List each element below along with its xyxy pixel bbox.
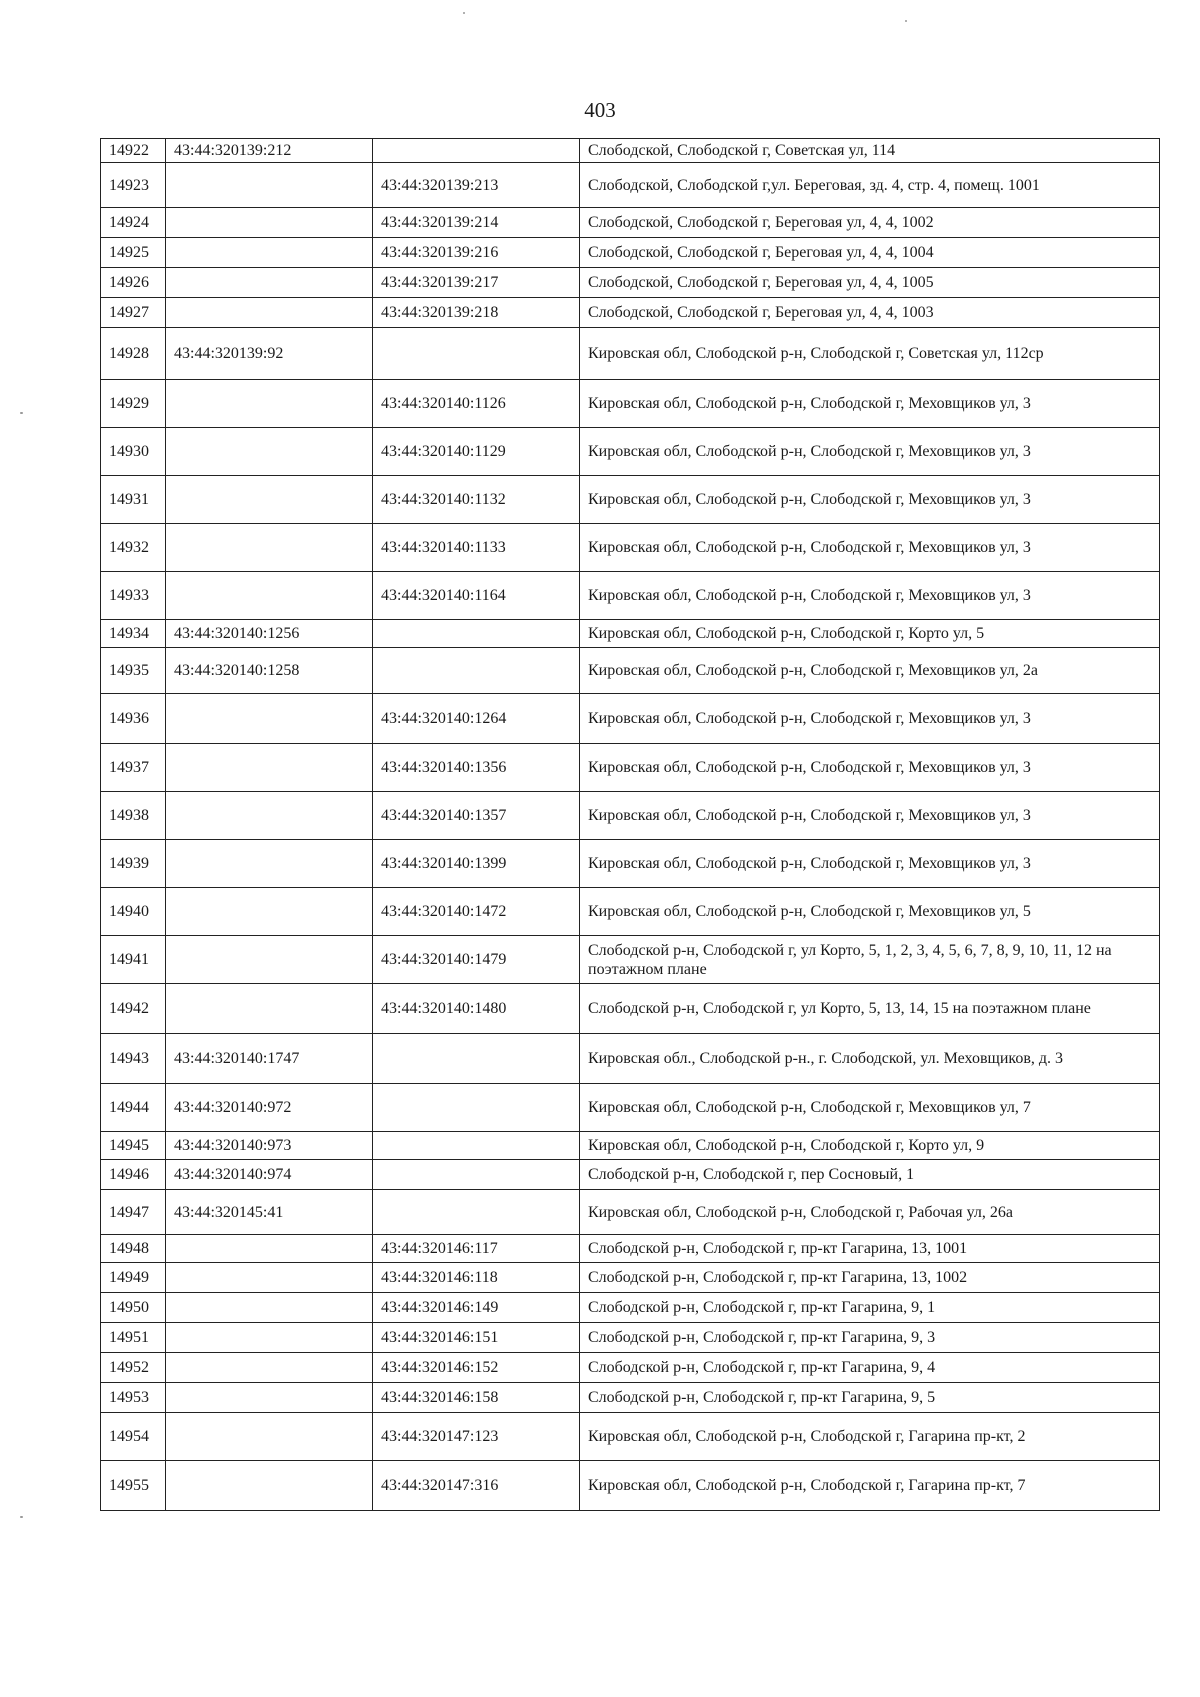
cadastral-number-primary-cell — [166, 1034, 373, 1084]
cadastral-number-secondary-cell — [373, 163, 580, 208]
address: Кировская обл, Слободской р-н, Слободской г, Меховщиков ул, 3 — [588, 395, 1031, 412]
row-number: 14948 — [109, 1240, 149, 1257]
table-row — [101, 620, 1160, 648]
address-cell — [580, 139, 1160, 163]
row-number: 14930 — [109, 443, 149, 460]
address: Кировская обл, Слободской р-н, Слободской г, Меховщиков ул, 3 — [588, 491, 1031, 508]
cadastral-number-primary-cell — [166, 139, 373, 163]
cadastral-number-primary-cell — [166, 428, 373, 476]
cadastral-number-primary-cell — [166, 1132, 373, 1160]
cadastral-number-primary-cell — [166, 298, 373, 328]
address: Слободской р-н, Слободской г, пр-кт Гагарина, 9, 4 — [588, 1359, 936, 1376]
row-number-cell — [101, 984, 166, 1034]
table-row — [101, 648, 1160, 694]
table-row — [101, 1084, 1160, 1132]
cadastral-number-primary-cell — [166, 648, 373, 694]
row-number: 14933 — [109, 587, 149, 604]
address-cell — [580, 524, 1160, 572]
row-number-cell — [101, 1160, 166, 1190]
address: Кировская обл, Слободской р-н, Слободской г, Меховщиков ул, 3 — [588, 443, 1031, 460]
address-cell — [580, 1413, 1160, 1461]
address: Слободской р-н, Слободской г, ул Корто, 5, 13, 14, 15 на поэтажном плане — [588, 1000, 1091, 1017]
row-number-cell — [101, 476, 166, 524]
cadastral-number-secondary: 43:44:320140:1126 — [381, 395, 506, 412]
cadastral-number-secondary: 43:44:320146:151 — [381, 1329, 499, 1346]
table-row — [101, 238, 1160, 268]
address: Кировская обл., Слободской р-н., г. Слободской, ул. Меховщиков, д. 3 — [588, 1050, 1064, 1067]
row-number: 14947 — [109, 1203, 149, 1221]
row-number-cell — [101, 1293, 166, 1323]
table-row — [101, 208, 1160, 238]
cadastral-number-secondary: 43:44:320139:216 — [381, 244, 499, 261]
address-cell — [580, 984, 1160, 1034]
address-cell — [580, 1190, 1160, 1235]
row-number: 14932 — [109, 539, 149, 556]
address: Кировская обл, Слободской р-н, Слободской г, Меховщиков ул, 3 — [588, 807, 1031, 824]
cadastral-number-primary-cell — [166, 984, 373, 1034]
cadastral-number-secondary-cell — [373, 1084, 580, 1132]
cadastral-number-secondary-cell — [373, 1263, 580, 1293]
row-number: 14936 — [109, 710, 149, 727]
row-number: 14926 — [109, 274, 149, 291]
cadastral-number-primary-cell — [166, 744, 373, 792]
cadastral-number-secondary: 43:44:320139:214 — [381, 214, 499, 231]
row-number-cell — [101, 1353, 166, 1383]
address-cell — [580, 888, 1160, 936]
row-number: 14942 — [109, 1000, 149, 1017]
cadastral-number-secondary-cell — [373, 139, 580, 163]
address-cell — [580, 1323, 1160, 1353]
row-number: 14954 — [109, 1428, 149, 1445]
address: Кировская обл, Слободской р-н, Слободской г, Меховщиков ул, 2а — [588, 662, 1038, 679]
address-cell — [580, 744, 1160, 792]
cadastral-number-secondary: 43:44:320146:152 — [381, 1359, 499, 1376]
row-number: 14925 — [109, 244, 149, 261]
registry-table — [100, 138, 1160, 1511]
table-row — [101, 1034, 1160, 1084]
table-row — [101, 984, 1160, 1034]
cadastral-number-primary-cell — [166, 380, 373, 428]
address-cell — [580, 1461, 1160, 1511]
address-cell — [580, 298, 1160, 328]
cadastral-number-primary: 43:44:320145:41 — [174, 1203, 284, 1221]
cadastral-number-secondary: 43:44:320140:1264 — [381, 710, 507, 727]
address: Слободской р-н, Слободской г, пр-кт Гагарина, 13, 1001 — [588, 1240, 968, 1257]
cadastral-number-primary: 43:44:320139:92 — [174, 345, 284, 362]
cadastral-number-secondary: 43:44:320140:1164 — [381, 587, 506, 604]
row-number-cell — [101, 1235, 166, 1263]
address-cell — [580, 328, 1160, 380]
address: Слободской р-н, Слободской г, пр-кт Гагарина, 13, 1002 — [588, 1269, 968, 1286]
cadastral-number-primary: 43:44:320140:972 — [174, 1099, 292, 1116]
table-row — [101, 1235, 1160, 1263]
cadastral-number-primary-cell — [166, 1383, 373, 1413]
address-cell — [580, 936, 1160, 984]
address: Слободской р-н, Слободской г, пер Сосновый, 1 — [588, 1166, 915, 1183]
scan-artifact — [463, 12, 465, 14]
cadastral-number-primary-cell — [166, 936, 373, 984]
cadastral-number-secondary: 43:44:320140:1356 — [381, 759, 507, 776]
row-number-cell — [101, 328, 166, 380]
table-row — [101, 572, 1160, 620]
cadastral-number-primary-cell — [166, 792, 373, 840]
row-number-cell — [101, 936, 166, 984]
page-number: 403 — [584, 98, 616, 122]
address: Кировская обл, Слободской р-н, Слободской г, Корто ул, 9 — [588, 1137, 985, 1154]
address: Слободской, Слободской г, Береговая ул, 4, 4, 1005 — [588, 274, 934, 291]
row-number: 14952 — [109, 1359, 149, 1376]
table-row — [101, 1461, 1160, 1511]
row-number-cell — [101, 888, 166, 936]
table-row — [101, 163, 1160, 208]
address: Кировская обл, Слободской р-н, Слободской г, Меховщиков ул, 3 — [588, 759, 1031, 776]
table-row — [101, 1190, 1160, 1235]
address: Кировская обл, Слободской р-н, Слободской г, Меховщиков ул, 3 — [588, 587, 1031, 604]
address: Слободской, Слободской г, Советская ул, 114 — [588, 142, 896, 159]
row-number: 14939 — [109, 855, 149, 872]
table-row — [101, 1263, 1160, 1293]
table-row — [101, 428, 1160, 476]
cadastral-number-secondary: 43:44:320146:158 — [381, 1389, 499, 1406]
cadastral-number-primary-cell — [166, 888, 373, 936]
cadastral-number-secondary-cell — [373, 984, 580, 1034]
address: Кировская обл, Слободской р-н, Слободской г, Меховщиков ул, 3 — [588, 710, 1031, 727]
row-number: 14923 — [109, 176, 149, 194]
address-cell — [580, 694, 1160, 744]
cadastral-number-secondary-cell — [373, 936, 580, 984]
row-number: 14938 — [109, 807, 149, 824]
table-row — [101, 268, 1160, 298]
table-row — [101, 1132, 1160, 1160]
cadastral-number-primary-cell — [166, 328, 373, 380]
cadastral-number-secondary-cell — [373, 1034, 580, 1084]
row-number: 14951 — [109, 1329, 149, 1346]
cadastral-number-secondary: 43:44:320139:217 — [381, 274, 499, 291]
row-number-cell — [101, 1034, 166, 1084]
address-cell — [580, 476, 1160, 524]
scan-artifact — [905, 20, 907, 22]
cadastral-number-primary: 43:44:320140:1747 — [174, 1050, 300, 1067]
cadastral-number-secondary-cell — [373, 1413, 580, 1461]
registry-body — [101, 139, 1160, 1511]
table-row — [101, 139, 1160, 163]
address-cell — [580, 268, 1160, 298]
cadastral-number-primary-cell — [166, 1413, 373, 1461]
cadastral-number-primary-cell — [166, 268, 373, 298]
address: Слободской, Слободской г, Береговая ул, 4, 4, 1004 — [588, 244, 934, 261]
cadastral-number-secondary: 43:44:320146:118 — [381, 1269, 498, 1286]
address-cell — [580, 163, 1160, 208]
row-number: 14944 — [109, 1099, 149, 1116]
cadastral-number-secondary-cell — [373, 572, 580, 620]
table-row — [101, 888, 1160, 936]
row-number: 14940 — [109, 903, 149, 920]
row-number: 14934 — [109, 625, 149, 642]
table-row — [101, 840, 1160, 888]
row-number: 14943 — [109, 1050, 149, 1067]
cadastral-number-secondary-cell — [373, 328, 580, 380]
cadastral-number-secondary: 43:44:320140:1480 — [381, 1000, 507, 1017]
row-number-cell — [101, 298, 166, 328]
address: Кировская обл, Слободской р-н, Слободской г, Корто ул, 5 — [588, 625, 985, 642]
cadastral-number-secondary-cell — [373, 1383, 580, 1413]
table-row — [101, 1160, 1160, 1190]
cadastral-number-secondary: 43:44:320140:1472 — [381, 903, 507, 920]
cadastral-number-secondary-cell — [373, 1323, 580, 1353]
cadastral-number-secondary-cell — [373, 648, 580, 694]
row-number: 14931 — [109, 491, 149, 508]
cadastral-number-primary-cell — [166, 1323, 373, 1353]
table-row — [101, 744, 1160, 792]
address: Слободской р-н, Слободской г, пр-кт Гагарина, 9, 5 — [588, 1389, 936, 1406]
row-number: 14928 — [109, 345, 149, 362]
cadastral-number-secondary-cell — [373, 268, 580, 298]
row-number: 14935 — [109, 662, 149, 679]
row-number-cell — [101, 1413, 166, 1461]
row-number-cell — [101, 428, 166, 476]
row-number: 14955 — [109, 1477, 149, 1494]
address-cell — [580, 572, 1160, 620]
address-cell — [580, 648, 1160, 694]
row-number-cell — [101, 1263, 166, 1293]
cadastral-number-primary-cell — [166, 1235, 373, 1263]
address-cell — [580, 1084, 1160, 1132]
table-row — [101, 476, 1160, 524]
row-number-cell — [101, 268, 166, 298]
cadastral-number-secondary: 43:44:320146:117 — [381, 1240, 498, 1257]
address: Кировская обл, Слободской р-н, Слободской г, Меховщиков ул, 3 — [588, 539, 1031, 556]
cadastral-number-primary-cell — [166, 1190, 373, 1235]
address: Слободской р-н, Слободской г, пр-кт Гагарина, 9, 1 — [588, 1299, 936, 1316]
address-cell — [580, 208, 1160, 238]
address: Слободской, Слободской г, Береговая ул, 4, 4, 1002 — [588, 214, 934, 231]
cadastral-number-primary-cell — [166, 1084, 373, 1132]
cadastral-number-primary-cell — [166, 694, 373, 744]
table-row — [101, 936, 1160, 984]
address-cell — [580, 238, 1160, 268]
row-number: 14922 — [109, 142, 149, 159]
cadastral-number-secondary-cell — [373, 620, 580, 648]
cadastral-number-secondary-cell — [373, 380, 580, 428]
scan-artifact — [20, 412, 23, 414]
cadastral-number-secondary-cell — [373, 1190, 580, 1235]
cadastral-number-secondary-cell — [373, 1235, 580, 1263]
row-number: 14950 — [109, 1299, 149, 1316]
cadastral-number-secondary: 43:44:320139:218 — [381, 304, 499, 321]
cadastral-number-primary-cell — [166, 1461, 373, 1511]
address-cell — [580, 620, 1160, 648]
address-cell — [580, 792, 1160, 840]
row-number-cell — [101, 744, 166, 792]
cadastral-number-secondary-cell — [373, 694, 580, 744]
cadastral-number-primary-cell — [166, 1353, 373, 1383]
row-number-cell — [101, 792, 166, 840]
cadastral-number-secondary-cell — [373, 888, 580, 936]
row-number-cell — [101, 1190, 166, 1235]
cadastral-number-secondary-cell — [373, 792, 580, 840]
cadastral-number-primary-cell — [166, 238, 373, 268]
cadastral-number-secondary-cell — [373, 208, 580, 238]
row-number-cell — [101, 840, 166, 888]
cadastral-number-primary-cell — [166, 620, 373, 648]
cadastral-number-secondary: 43:44:320147:316 — [381, 1477, 499, 1494]
row-number-cell — [101, 1461, 166, 1511]
table-row — [101, 694, 1160, 744]
row-number-cell — [101, 524, 166, 572]
address: Слободской р-н, Слободской г, ул Корто, 5, 1, 2, 3, 4, 5, 6, 7, 8, 9, 10, 11, 12 на поэтажном плане — [588, 941, 1112, 978]
address-cell — [580, 840, 1160, 888]
address: Кировская обл, Слободской р-н, Слободской г, Гагарина пр-кт, 7 — [588, 1477, 1026, 1494]
address-cell — [580, 1383, 1160, 1413]
cadastral-number-primary-cell — [166, 840, 373, 888]
address-cell — [580, 1132, 1160, 1160]
row-number-cell — [101, 694, 166, 744]
cadastral-number-primary-cell — [166, 1263, 373, 1293]
cadastral-number-primary-cell — [166, 1293, 373, 1323]
row-number-cell — [101, 163, 166, 208]
row-number: 14924 — [109, 214, 149, 231]
cadastral-number-secondary: 43:44:320140:1357 — [381, 807, 507, 824]
row-number: 14937 — [109, 759, 149, 776]
cadastral-number-primary-cell — [166, 163, 373, 208]
cadastral-number-secondary-cell — [373, 1353, 580, 1383]
address-cell — [580, 428, 1160, 476]
cadastral-number-secondary: 43:44:320140:1133 — [381, 539, 506, 556]
row-number-cell — [101, 1132, 166, 1160]
cadastral-number-secondary: 43:44:320147:123 — [381, 1428, 499, 1445]
address: Кировская обл, Слободской р-н, Слободской г, Рабочая ул, 26а — [588, 1203, 1013, 1221]
cadastral-number-secondary: 43:44:320139:213 — [381, 176, 499, 194]
cadastral-number-secondary-cell — [373, 840, 580, 888]
cadastral-number-secondary-cell — [373, 238, 580, 268]
cadastral-number-primary: 43:44:320140:974 — [174, 1166, 292, 1183]
address-cell — [580, 1235, 1160, 1263]
table-row — [101, 1413, 1160, 1461]
cadastral-number-primary-cell — [166, 476, 373, 524]
row-number: 14953 — [109, 1389, 149, 1406]
row-number-cell — [101, 572, 166, 620]
address-cell — [580, 1160, 1160, 1190]
cadastral-number-primary-cell — [166, 572, 373, 620]
table-row — [101, 1293, 1160, 1323]
address: Слободской, Слободской г, Береговая ул, 4, 4, 1003 — [588, 304, 934, 321]
row-number-cell — [101, 1383, 166, 1413]
table-row — [101, 1323, 1160, 1353]
row-number: 14946 — [109, 1166, 149, 1183]
cadastral-number-primary: 43:44:320140:1258 — [174, 662, 300, 679]
row-number-cell — [101, 620, 166, 648]
cadastral-number-primary: 43:44:320139:212 — [174, 142, 292, 159]
row-number-cell — [101, 1084, 166, 1132]
table-row — [101, 1383, 1160, 1413]
cadastral-number-secondary-cell — [373, 476, 580, 524]
cadastral-number-secondary: 43:44:320140:1399 — [381, 855, 507, 872]
cadastral-number-secondary-cell — [373, 298, 580, 328]
row-number-cell — [101, 648, 166, 694]
cadastral-number-primary-cell — [166, 1160, 373, 1190]
table-row — [101, 298, 1160, 328]
cadastral-number-secondary: 43:44:320140:1479 — [381, 951, 507, 968]
cadastral-number-primary: 43:44:320140:1256 — [174, 625, 300, 642]
cadastral-number-secondary: 43:44:320140:1129 — [381, 443, 506, 460]
cadastral-number-secondary: 43:44:320146:149 — [381, 1299, 499, 1316]
cadastral-number-secondary-cell — [373, 524, 580, 572]
row-number: 14941 — [109, 951, 149, 968]
row-number-cell — [101, 139, 166, 163]
row-number: 14929 — [109, 395, 149, 412]
cadastral-number-secondary-cell — [373, 1132, 580, 1160]
table-row — [101, 1353, 1160, 1383]
row-number: 14945 — [109, 1137, 149, 1154]
address: Кировская обл, Слободской р-н, Слободской г, Меховщиков ул, 7 — [588, 1099, 1031, 1116]
address-cell — [580, 1353, 1160, 1383]
address: Кировская обл, Слободской р-н, Слободской г, Меховщиков ул, 5 — [588, 903, 1031, 920]
cadastral-number-secondary-cell — [373, 744, 580, 792]
cadastral-number-primary-cell — [166, 208, 373, 238]
row-number-cell — [101, 238, 166, 268]
address: Кировская обл, Слободской р-н, Слободской г, Меховщиков ул, 3 — [588, 855, 1031, 872]
cadastral-number-secondary-cell — [373, 1461, 580, 1511]
table-row — [101, 328, 1160, 380]
table-row — [101, 380, 1160, 428]
cadastral-number-secondary: 43:44:320140:1132 — [381, 491, 506, 508]
row-number: 14949 — [109, 1269, 149, 1286]
address-cell — [580, 380, 1160, 428]
row-number-cell — [101, 380, 166, 428]
address: Слободской, Слободской г,ул. Береговая, зд. 4, стр. 4, помещ. 1001 — [588, 176, 1040, 194]
cadastral-number-secondary-cell — [373, 428, 580, 476]
cadastral-number-primary: 43:44:320140:973 — [174, 1137, 292, 1154]
address-cell — [580, 1034, 1160, 1084]
cadastral-number-secondary-cell — [373, 1293, 580, 1323]
address-cell — [580, 1293, 1160, 1323]
cadastral-number-primary-cell — [166, 524, 373, 572]
row-number-cell — [101, 208, 166, 238]
address: Слободской р-н, Слободской г, пр-кт Гагарина, 9, 3 — [588, 1329, 936, 1346]
scan-artifact — [20, 1516, 23, 1518]
table-row — [101, 792, 1160, 840]
row-number-cell — [101, 1323, 166, 1353]
address: Кировская обл, Слободской р-н, Слободской г, Гагарина пр-кт, 2 — [588, 1428, 1026, 1445]
row-number: 14927 — [109, 304, 149, 321]
table-row — [101, 524, 1160, 572]
cadastral-number-secondary-cell — [373, 1160, 580, 1190]
address: Кировская обл, Слободской р-н, Слободской г, Советская ул, 112ср — [588, 345, 1044, 362]
address-cell — [580, 1263, 1160, 1293]
